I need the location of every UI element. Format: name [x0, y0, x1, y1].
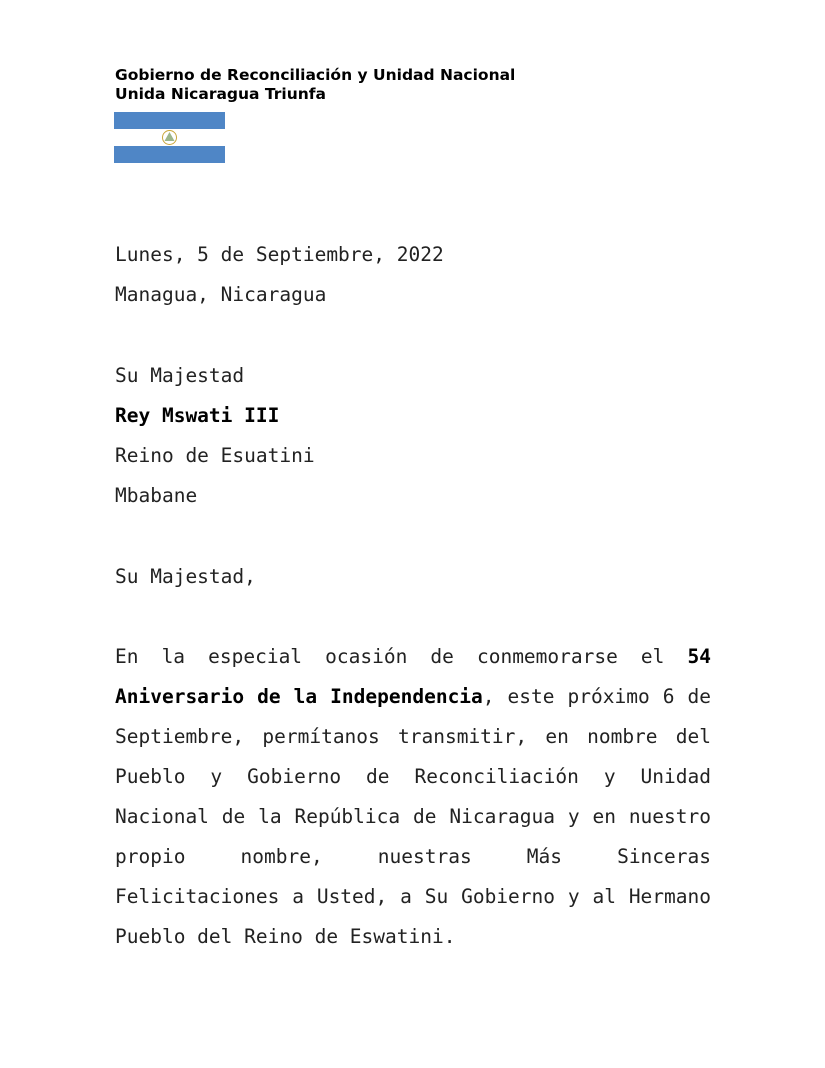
letter-place: Managua, Nicaragua	[115, 283, 327, 306]
letter-body-paragraph	[115, 637, 711, 957]
recipient-honorific: Su Majestad	[115, 364, 245, 387]
paragraph-continuation: , este próximo 6 de Septiembre, permítanos transmitir, en nombre del Pueblo y Gobierno de Reconciliación y Unidad Nacional de la República de Nicaragua y en nuestro propio nombre, nuestras Más Sinceras Felicitaciones a Usted, a Su Gobierno y al Hermano Pueblo del Reino de Eswatini.	[115, 685, 711, 948]
nicaragua-flag-icon	[114, 112, 225, 163]
flag-bottom-stripe	[114, 146, 225, 163]
paragraph-intro: En la especial ocasión de conmemorarse el	[115, 645, 688, 668]
letterhead	[115, 66, 515, 104]
letterhead-slogan: Unida Nicaragua Triunfa	[115, 85, 327, 103]
salutation: Su Majestad,	[115, 565, 256, 588]
recipient-country: Reino de Esuatini	[115, 444, 315, 467]
paragraph-anniversary: 54 Aniversario de la Independencia	[115, 645, 711, 708]
letter-date: Lunes, 5 de Septiembre, 2022	[115, 243, 444, 266]
letterhead-government-name: Gobierno de Reconciliación y Unidad Nacional	[115, 66, 516, 84]
recipient-name: Rey Mswati III	[115, 404, 280, 427]
recipient-city: Mbabane	[115, 484, 198, 507]
flag-top-stripe	[114, 112, 225, 129]
